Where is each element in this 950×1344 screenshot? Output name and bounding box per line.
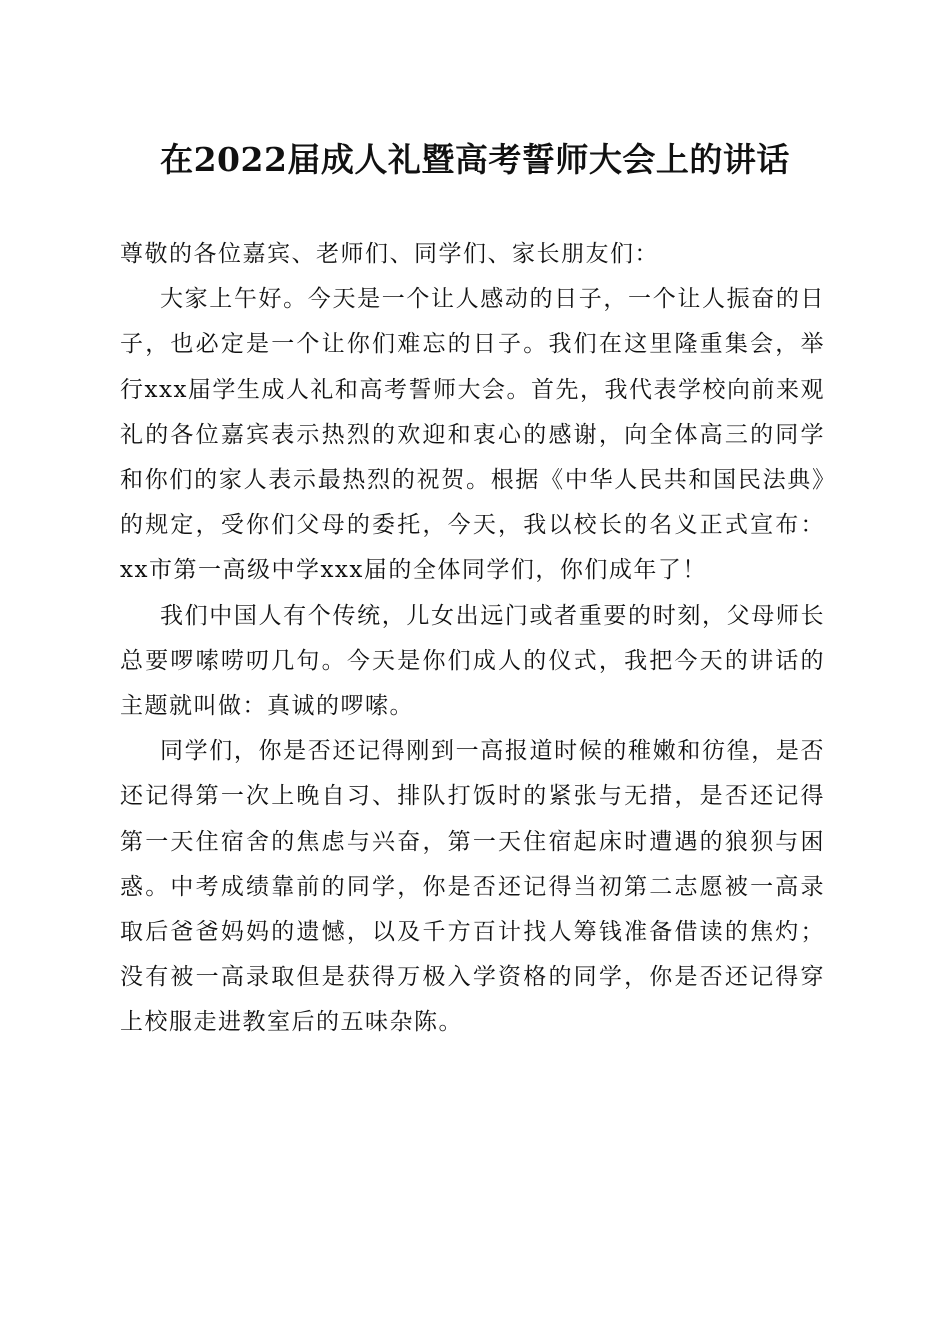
paragraph: 大家上午好。今天是一个让人感动的日子，一个让人振奋的日子，也必定是一个让你们难忘的日子。我们在这里隆重集会，举行xxx届学生成人礼和高考誓师大会。首先，我代表学校向前来观礼的各位嘉宾表示热烈的欢迎和衷心的感谢，向全体高三的同学和你们的家人表示最热烈的祝贺。根据《中华人民共和国民法典》的规定，受你们父母的委托，今天，我以校长的名义正式宣布：xx市第一高级中学xxx届的全体同学们，你们成年了！ — [120, 286, 825, 584]
document-title: 在2022届成人礼暨高考誓师大会上的讲话 — [160, 140, 790, 179]
paragraph: 我们中国人有个传统，儿女出远门或者重要的时刻，父母师长总要啰嗦唠叨几句。今天是你们成人的仪式，我把今天的讲话的主题就叫做：真诚的啰嗦。 — [120, 602, 825, 720]
paragraph: 同学们，你是否还记得刚到一高报道时候的稚嫩和彷徨，是否还记得第一次上晚自习、排队打饭时的紧张与无措，是否还记得第一天住宿舍的焦虑与兴奋，第一天住宿起床时遭遇的狼狈与困惑。中考成绩靠前的同学，你是否还记得当初第二志愿被一高录取后爸爸妈妈的遗憾，以及千方百计找人筹钱准备借读的焦灼；没有被一高录取但是获得万极入学资格的同学，你是否还记得穿上校服走进教室后的五味杂陈。 — [120, 738, 825, 1036]
document-body — [120, 232, 825, 1046]
salutation: 尊敬的各位嘉宾、老师们、同学们、家长朋友们： — [120, 241, 659, 267]
